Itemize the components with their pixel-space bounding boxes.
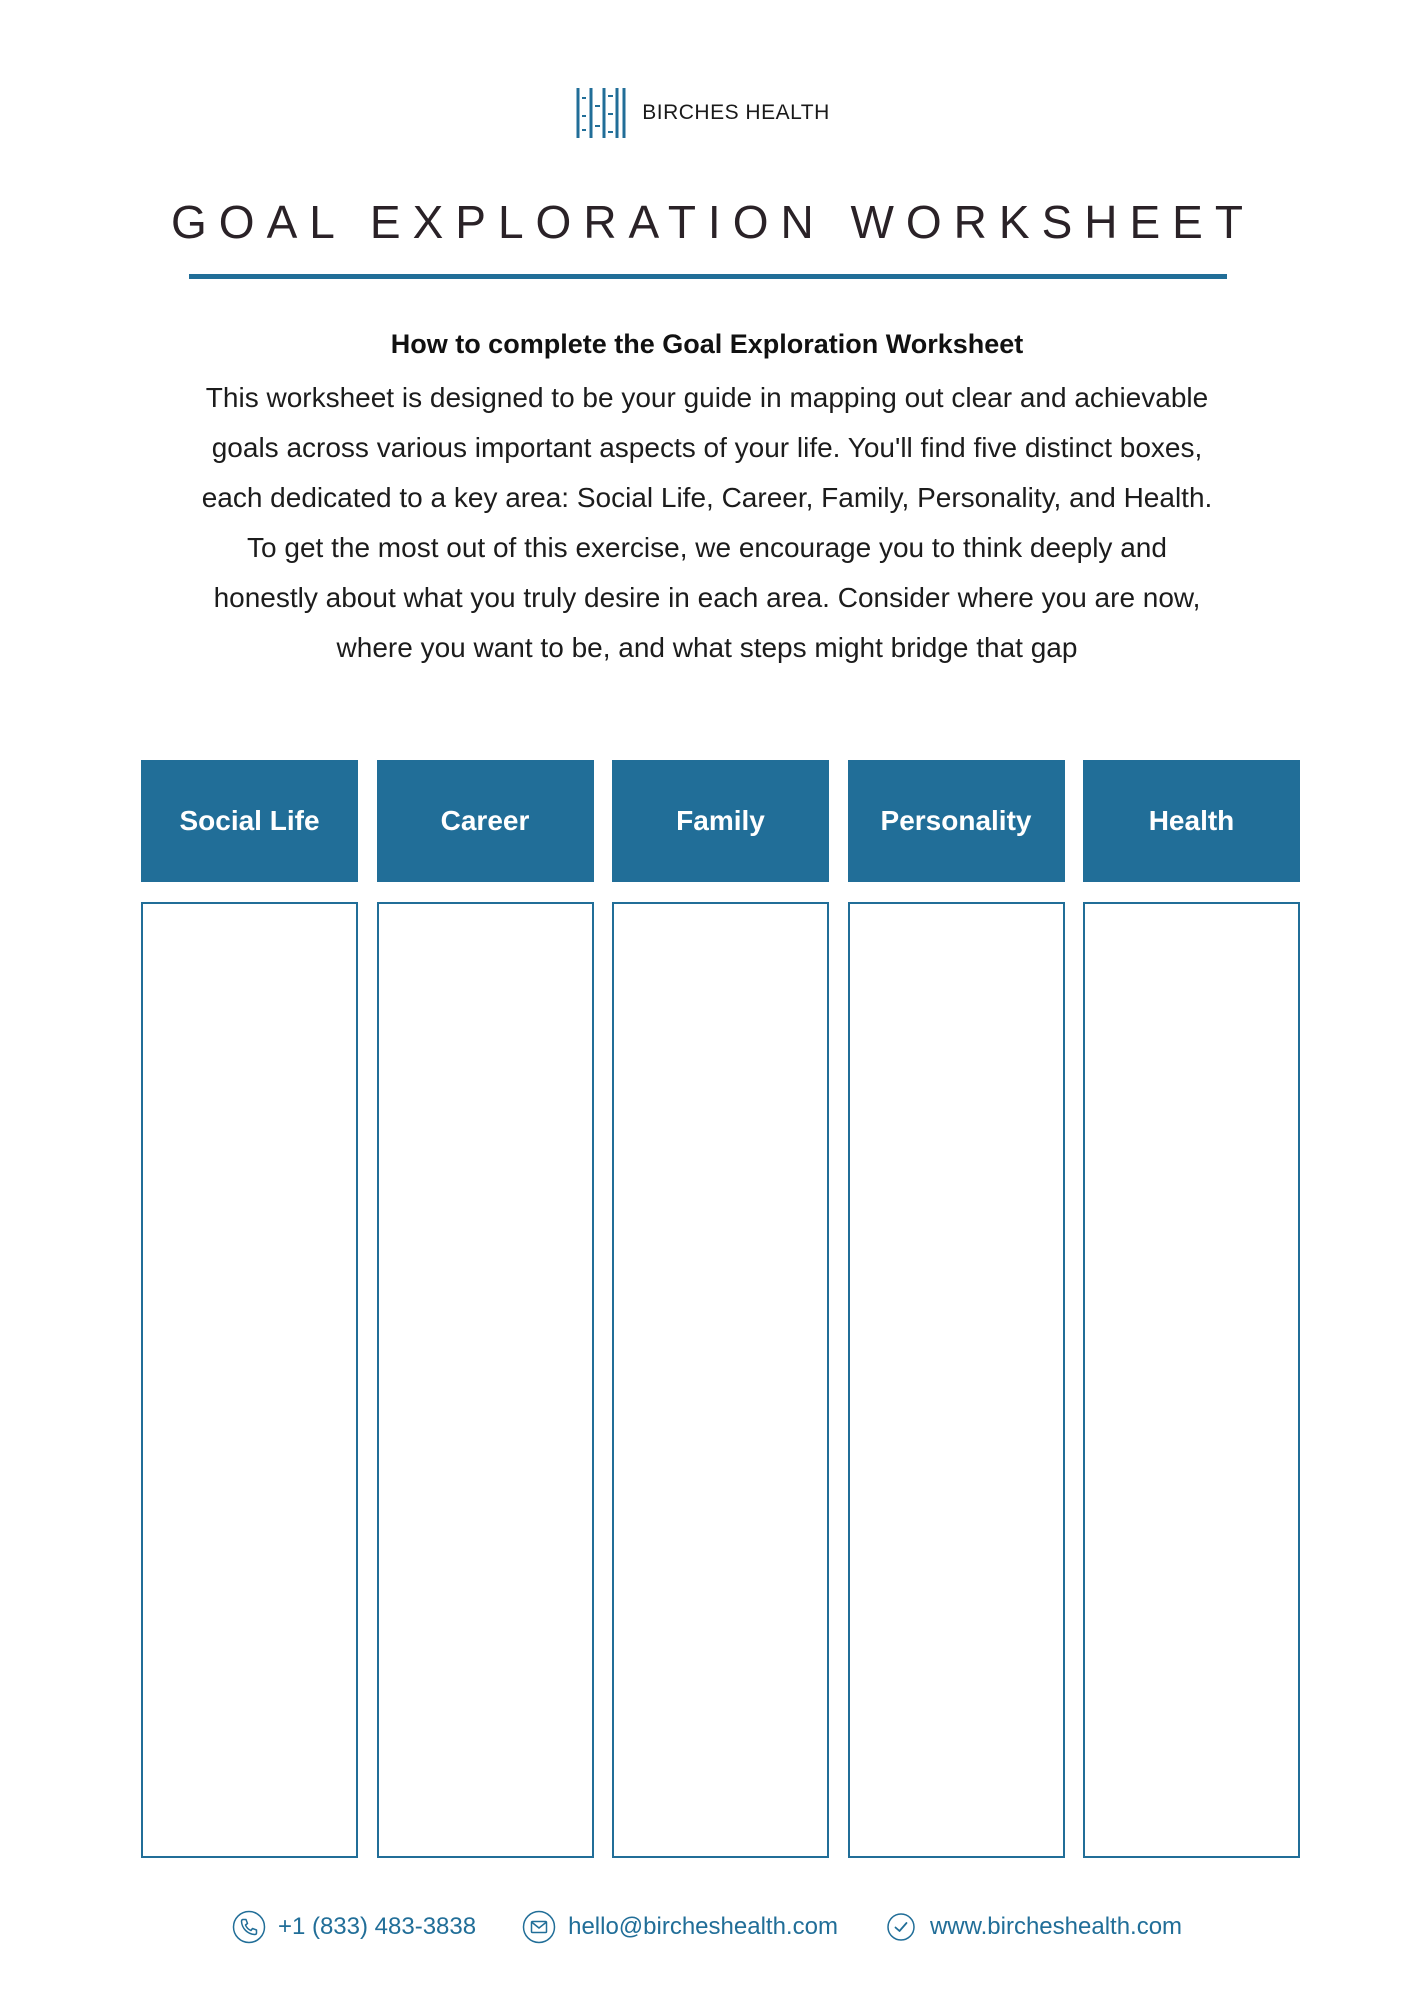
website-text: www.bircheshealth.com (929, 1913, 1183, 1940)
goal-box-family[interactable] (612, 902, 829, 1858)
instructions-line: each dedicated to a key area: Social Life, Career, Family, Personality, and Health. (201, 482, 1213, 513)
instructions-line: goals across various important aspects of your life. You'll find five distinct boxes, (211, 432, 1203, 463)
instructions-line: honestly about what you truly desire in each area. Consider where you are now, (213, 582, 1201, 613)
instructions-body (140, 373, 1274, 673)
instructions-heading: How to complete the Goal Exploration Worksheet (390, 329, 1024, 359)
email-text: hello@bircheshealth.com (568, 1913, 838, 1940)
instructions (140, 325, 1274, 673)
contact-website[interactable] (884, 1910, 1182, 1944)
mail-icon (522, 1910, 556, 1944)
contact-footer (0, 1910, 1414, 1944)
column-header: Career (377, 760, 594, 882)
birch-logo-icon (574, 86, 628, 140)
phone-text: +1 (833) 483-3838 (277, 1913, 477, 1940)
instructions-line: where you want to be, and what steps might bridge that gap (336, 632, 1078, 663)
goal-box-social-life[interactable] (141, 902, 358, 1858)
brand-name: BIRCHES HEALTH (642, 101, 830, 124)
goal-box-health[interactable] (1083, 902, 1300, 1858)
column-header: Social Life (141, 760, 358, 882)
column-header: Family (612, 760, 829, 882)
check-circle-icon (884, 1910, 918, 1944)
column-social-life (141, 760, 358, 1858)
title-divider (189, 274, 1227, 279)
column-career (377, 760, 594, 1858)
goal-columns (141, 760, 1300, 1858)
phone-icon (232, 1910, 266, 1944)
goal-box-personality[interactable] (848, 902, 1065, 1858)
contact-phone[interactable] (232, 1910, 476, 1944)
brand-logo (0, 86, 1414, 140)
contact-email[interactable] (522, 1910, 838, 1944)
column-personality (848, 760, 1065, 1858)
column-header: Personality (848, 760, 1065, 882)
page-title: GOAL EXPLORATION WORKSHEET (171, 196, 1255, 248)
column-family (612, 760, 829, 1858)
column-header: Health (1083, 760, 1300, 882)
instructions-line: This worksheet is designed to be your guide in mapping out clear and achievable (205, 382, 1209, 413)
column-health (1083, 760, 1300, 1858)
instructions-line: To get the most out of this exercise, we encourage you to think deeply and (247, 532, 1167, 563)
goal-box-career[interactable] (377, 902, 594, 1858)
